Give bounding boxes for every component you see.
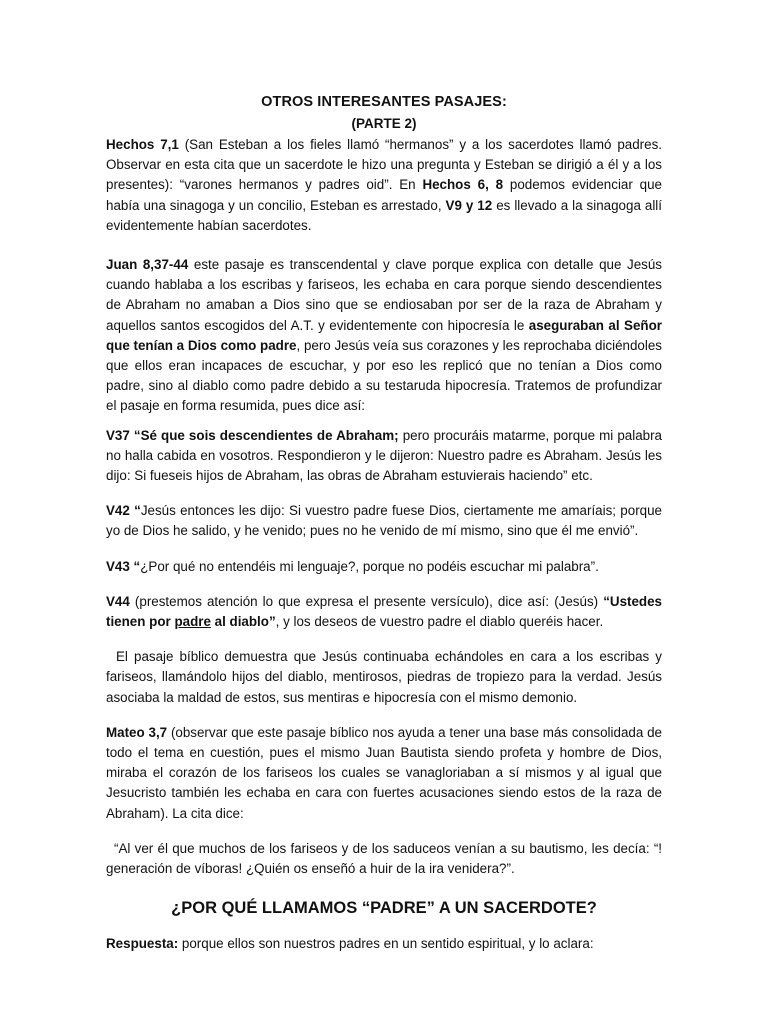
reference-v37: V37 [106,427,130,443]
paragraph-juan [106,255,662,417]
paragraph-text: , pero Jesús veía sus corazones y les reprochaba diciéndoles que ellos eran incapaces de escuchar, y por eso les replicó que no tenían a Dios como padre, sino al diablo como padre debido a su testaruda hipocresía. Tratemos de profundizar el pasaje en forma resumida, pues dice así: [106,337,662,414]
paragraph-text: podemos evidenciar que había una sinagoga y un concilio, Esteban es arrestado, [106,177,662,213]
paragraph-text: es llevado a la sinagoga allí evidentemente habían sacerdotes. [106,197,662,233]
paragraph-v42 [106,501,662,541]
quote-mark: “ [129,558,141,574]
emphasis-text: “Sé que sois descendientes de Abraham; [129,427,399,443]
paragraph-v37 [106,426,662,487]
emphasis-text: al diablo” [210,614,276,630]
reference-hechos-6-8: Hechos 6, 8 [422,177,504,193]
reference-v9-12: V9 y 12 [445,197,493,213]
paragraph-text: , y los deseos de vuestro padre el diablo queréis hacer. [275,614,604,630]
emphasis-text: “Ustedes tienen por [106,593,662,630]
document-subtitle: (PARTE 2) [351,116,417,131]
reference-v43: V43 [106,558,130,574]
paragraph-text: pero procuráis matarme, porque mi palabra no halla cabida en vosotros. Respondieron y le dijeron: Nuestro padre es Abraham. Jesús les dijo: Si fueseis hijos de Abraham, las obras de Abraham estuvierais haciendo” etc. [106,427,662,484]
paragraph-text: este pasaje es transcendental y clave porque explica con detalle que Jesús cuando hablaba a los escribas y fariseos, les echaba en cara porque siendo descendientes de Abraham no amaban a Dios sino que se endiosaban por ser de la raza de Abraham y aquellos santos escogidos del A.T. y evidentemente con hipocresía le [106,257,663,333]
paragraph-hechos [106,135,662,236]
label-respuesta: Respuesta: [106,936,179,952]
reference-hechos-7-1: Hechos 7,1 [106,137,179,152]
paragraph-respuesta [106,934,662,954]
paragraph-quote-mateo: “Al ver él que muchos de los fariseos y de los saduceos venían a su bautismo, les decía: “! generación de víboras! ¿Quién os enseñó a huir de la ira venidera?”. [106,840,662,877]
reference-juan-8-37-44: Juan 8,37-44 [106,257,189,273]
section-heading: ¿POR QUÉ LLAMAMOS “PADRE” A UN SACERDOTE? [171,899,597,918]
emphasis-underlined: padre [174,614,211,630]
reference-v42: V42 [106,503,130,519]
paragraph-text: porque ellos son nuestros padres en un sentido espiritual, y lo aclara: [178,936,594,952]
reference-v44: V44 [106,593,130,609]
paragraph-v43 [106,557,662,577]
paragraph-text: (San Esteban a los fieles llamó “hermanos” y a los sacerdotes llamó padres. Observar en esta cita que un sacerdote le hizo una pregunta y Esteban se dirigió a él y a los presentes): “varones hermanos y padres oid”. En [106,137,662,193]
paragraph-text: (observar que este pasaje bíblico nos ayuda a tener una base más consolidada de todo el tema en cuestión, pues el mismo Juan Bautista siendo profeta y hombre de Dios, miraba el corazón de los fariseos los cuales se vanagloriaban a sí mismos y al igual que Jesucristo también les echaba en cara con fuertes acusaciones siendo estos de la raza de Abraham). La cita dice: [106,724,662,821]
paragraph-text: ¿Por qué no entendéis mi lenguaje?, porque no podéis escuchar mi palabra”. [140,558,599,574]
reference-mateo-3-7: Mateo 3,7 [106,724,168,740]
paragraph-v44 [106,592,662,632]
document-title: OTROS INTERESANTES PASAJES: [261,94,507,110]
paragraph-text: (prestemos atención lo que expresa el presente versículo), dice así: (Jesús) [129,593,604,609]
paragraph-text: Jesús entonces les dijo: Si vuestro padre fuese Dios, ciertamente me amaríais; porque yo de Dios he salido, y he venido; pues no he venido de mí mismo, sino que él me envió”. [106,503,663,539]
paragraph-mateo [106,723,662,824]
paragraph-pasaje-biblico: El pasaje bíblico demuestra que Jesús continuaba echándoles en cara a los escribas y fariseos, llamándolo hijos del diablo, mentirosos, piedras de tropiezo para la verdad. Jesús asociaba la maldad de estos, sus mentiras e hipocresía con el mismo demonio. [106,649,662,705]
emphasis-text: aseguraban al Señor que tenían a Dios como padre [106,317,662,353]
quote-mark: “ [129,503,141,519]
